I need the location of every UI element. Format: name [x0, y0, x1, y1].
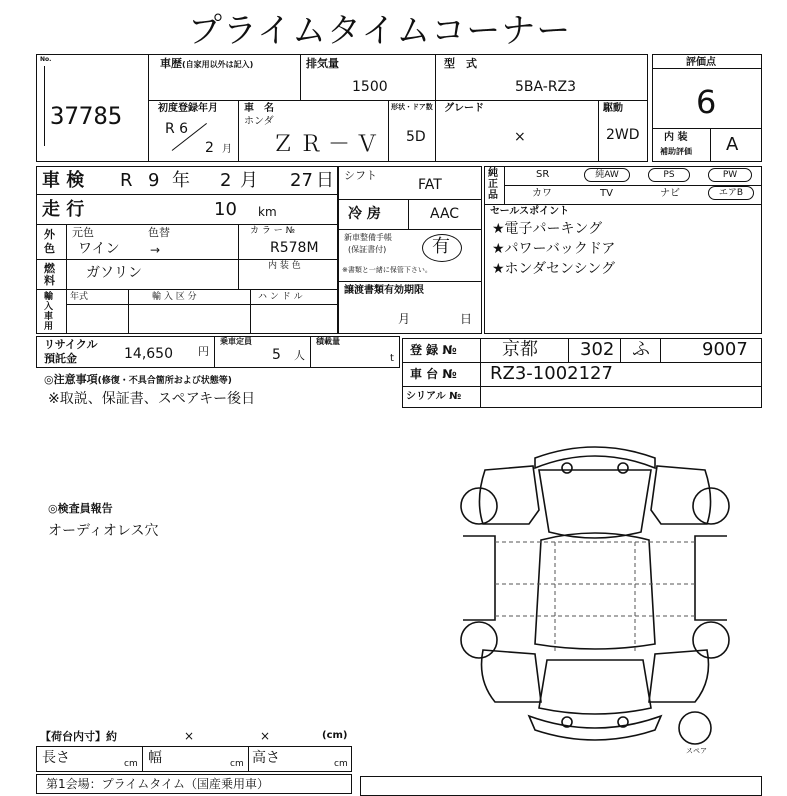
equip-leather: カワ: [532, 188, 552, 199]
recycle-label: リサイクル: [44, 338, 98, 351]
sales-point-2: ★パワーバックドア: [492, 241, 616, 257]
cargo-unit: (cm): [322, 730, 348, 741]
sales-point-3: ★ホンダセンシング: [492, 261, 616, 277]
maker: ホンダ: [244, 116, 274, 127]
lot-label: No.: [40, 56, 52, 63]
shaken-era: R: [120, 170, 133, 191]
equip-airbag: エアB: [708, 186, 754, 200]
shaken-day: 27: [290, 170, 313, 191]
recycle-sub: 預託金: [44, 352, 77, 365]
interior-label: 内 装: [664, 132, 688, 143]
reg-class: 302: [580, 339, 615, 360]
cargo-length-unit: cm: [124, 759, 138, 769]
displacement-value: 1500: [352, 79, 388, 95]
doc-month-unit: 月: [398, 312, 411, 326]
score-value: 6: [696, 83, 717, 121]
interior-grade: A: [726, 134, 739, 155]
mileage-value: 10: [214, 199, 237, 220]
doors-label: 形状・ドア数: [391, 103, 433, 111]
equip-tv: TV: [600, 188, 613, 199]
venue-text: 第1会場：プライムタイム（国産乗用車）: [46, 777, 270, 791]
color-arrow: →: [150, 243, 161, 257]
model-label: 型 式: [444, 57, 477, 70]
shaken-month: 2: [220, 170, 232, 191]
mileage-unit: km: [258, 205, 277, 219]
model-value: 5BA-RZ3: [515, 79, 577, 95]
car-diagram: [455, 440, 735, 760]
ac-label: 冷 房: [348, 206, 381, 222]
first-reg-month-unit: 月: [222, 144, 232, 155]
cargo-width-label: 幅: [148, 750, 162, 766]
displacement-label: 排気量: [306, 57, 339, 70]
equip-navi: ナビ: [660, 188, 680, 199]
cargo-height-unit: cm: [334, 759, 348, 769]
capacity-unit: 人: [294, 349, 305, 362]
first-reg-month: 2: [205, 140, 214, 156]
import-label: 輸入車用: [44, 292, 54, 332]
drive-label: 駆動: [603, 103, 623, 114]
car-name: ＺＲ－Ｖ: [272, 132, 385, 157]
score-label: 評価点: [686, 57, 716, 68]
lot-number: 37785: [50, 102, 123, 130]
drive-value: 2WD: [606, 127, 640, 143]
ac-value: AAC: [430, 206, 460, 222]
load-unit: t: [390, 353, 394, 364]
equip-ps: PS: [648, 168, 690, 182]
exterior-label: 外色: [44, 228, 55, 255]
reg-label: 登 録 №: [410, 343, 457, 357]
spare-label: スペア: [686, 747, 707, 755]
month-unit: 月: [240, 170, 258, 191]
notes-text: ※取説、保証書、スペアキー後日: [48, 391, 256, 407]
manual-note: ※書類と一緒に保管下さい。: [342, 266, 432, 274]
reg-number: 9007: [702, 339, 748, 360]
inspector-text: オーディオレス穴: [48, 523, 159, 539]
fuel-label: 燃料: [44, 262, 55, 287]
first-reg-label: 初度登録年月: [158, 103, 218, 114]
chassis-label: 車 台 №: [410, 367, 457, 381]
equip-aw: 純AW: [584, 168, 630, 182]
interior-color-label: 内 装 色: [268, 261, 301, 271]
color-no-label: カ ラ ー №: [250, 226, 295, 236]
recycle-value: 14,650: [124, 346, 173, 362]
grade-label: グレード: [444, 103, 484, 114]
cargo-label: 【荷台内寸】約: [40, 730, 117, 743]
reg-kana: ふ: [632, 339, 650, 360]
sales-points-label: セールスポイント: [490, 206, 570, 217]
car-name-label: 車 名: [244, 103, 274, 114]
recycle-unit: 円: [198, 345, 209, 358]
page-title: プライムタイムコーナー: [188, 11, 572, 51]
serial-label: シリアル №: [406, 391, 462, 402]
manual-sub: (保証書付): [348, 245, 387, 254]
cargo-length-label: 長さ: [42, 750, 70, 766]
notes-label: ◎注意事項(修復・不具合箇所および状態等): [44, 373, 232, 386]
equipment-label: 純正品: [488, 168, 498, 201]
shaken-label: 車 検: [42, 170, 85, 191]
year-unit: 年: [172, 170, 190, 191]
cargo-width-unit: cm: [230, 759, 244, 769]
cargo-height-label: 高さ: [252, 750, 280, 766]
cargo-times-1: ×: [184, 729, 195, 743]
lot-bracket: [44, 66, 145, 146]
import-year-label: 年式: [70, 292, 89, 302]
day-unit: 日: [316, 170, 334, 191]
repaint-label: 色替: [148, 226, 170, 239]
color-value: ワイン: [78, 241, 120, 257]
shift-value: FAT: [418, 177, 442, 193]
equip-pw: PW: [708, 168, 752, 182]
capacity-label: 乗車定員: [220, 337, 252, 346]
mileage-label: 走 行: [42, 199, 85, 220]
color-no-value: R578M: [270, 240, 319, 256]
doc-day-unit: 日: [460, 312, 473, 326]
chassis-value: RZ3-1002127: [490, 363, 613, 384]
fuel-value: ガソリン: [86, 265, 142, 281]
manual-value: 有: [432, 236, 450, 257]
import-class-label: 輸 入 区 分: [152, 292, 197, 302]
first-reg-year: R 6: [165, 121, 189, 137]
cargo-table: [36, 746, 352, 772]
load-label: 積載量: [316, 337, 340, 346]
capacity-value: 5: [272, 347, 281, 363]
manual-label: 新車整備手帳: [344, 233, 392, 242]
original-color-label: 元色: [72, 226, 94, 239]
cargo-times-2: ×: [260, 729, 271, 743]
equip-sr: SR: [536, 169, 550, 180]
shaken-year: 9: [148, 170, 160, 191]
doors-value: 5D: [406, 129, 426, 145]
handle-label: ハ ン ド ル: [258, 292, 303, 302]
sales-point-1: ★電子パーキング: [492, 221, 603, 237]
reg-region: 京都: [502, 339, 538, 360]
grade-value: ×: [514, 129, 526, 145]
shift-label: シフト: [344, 169, 377, 182]
interior-sub: 補助評価: [660, 147, 692, 156]
history-label: 車歴(自家用以外は記入): [160, 57, 254, 70]
bottom-right-box: [360, 776, 762, 796]
doc-expiry-label: 譲渡書類有効期限: [344, 285, 424, 296]
inspector-label: ◎検査員報告: [48, 502, 113, 515]
